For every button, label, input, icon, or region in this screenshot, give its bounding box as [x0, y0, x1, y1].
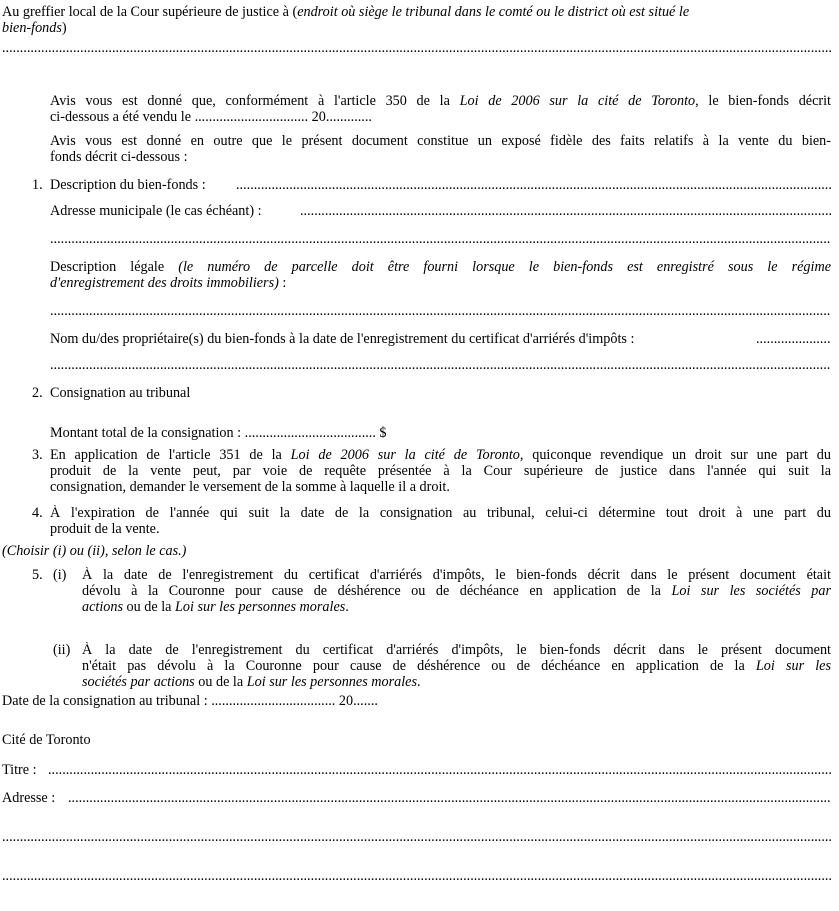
- law-name: Loi de 2006 sur la cité de Toronto: [290, 447, 520, 463]
- title-label: Titre :: [2, 762, 37, 778]
- parcel-number-hint: (le numéro de parcelle doit être fourni lorsque le bien-fonds est enregistré sous le régime: [178, 259, 831, 275]
- municipal-address-label: Adresse municipale (le cas échéant) :: [50, 203, 262, 219]
- item-number-5: 5.: [32, 567, 43, 583]
- court-deposit-title: Consignation au tribunal: [50, 385, 191, 401]
- court-location-hint-2: bien-fonds: [2, 20, 62, 36]
- title-field[interactable]: [48, 762, 831, 778]
- address-label: Adresse :: [2, 790, 56, 806]
- item-number-1: 1.: [32, 177, 43, 193]
- item-number-3: 3.: [32, 447, 43, 463]
- address-field[interactable]: [68, 790, 831, 806]
- option-ii-line-2: n'était pas dévolu à la Couronne pour cause de déshérence ou de déchéance en application de la Loi sur les: [82, 658, 831, 674]
- notice-paragraph-1: Avis vous est donné que, conformément à l'article 350 de la Loi de 2006 sur la cité de Toronto, le bien-fonds décrit: [50, 93, 831, 109]
- municipal-address-field-2[interactable]: [50, 231, 831, 247]
- option-i-line-3: actions ou de la Loi sur les personnes morales.: [82, 599, 349, 615]
- city-name: Cité de Toronto: [2, 732, 91, 748]
- choice-instruction: (Choisir (i) ou (ii), selon le cas.): [2, 543, 187, 559]
- item-number-4: 4.: [32, 505, 43, 521]
- municipal-address-field[interactable]: [300, 203, 831, 219]
- item4-line-2: produit de la vente.: [50, 521, 160, 537]
- owners-field-2[interactable]: [50, 357, 831, 373]
- option-ii-line-3: sociétés par actions ou de la Loi sur les personnes morales.: [82, 674, 421, 690]
- addressee-line-2: bien-fonds): [2, 20, 67, 36]
- item3-line-3: consignation, demander le versement de la somme à laquelle il a droit.: [50, 479, 450, 495]
- address-field-2[interactable]: [2, 829, 831, 845]
- law-name: Loi sur les sociétés par: [671, 583, 831, 599]
- sale-date-field[interactable]: ci-dessous a été vendu le ................................ 20.............: [50, 109, 372, 125]
- deposit-amount-line[interactable]: Montant total de la consignation : ..................................... $: [50, 425, 387, 441]
- legal-description-line: Description légale (le numéro de parcelle doit être fourni lorsque le bien-fonds est enregistré sous le régime: [50, 259, 831, 275]
- item4-line-1: À l'expiration de l'année qui suit la date de la consignation au tribunal, celui-ci détermine tout droit à une part du: [50, 505, 831, 521]
- court-location-hint: endroit où siège le tribunal dans le comté ou le district où est situé le: [297, 4, 690, 20]
- option-i-line-2: dévolu à la Couronne pour cause de déshérence ou de déchéance en application de la Loi sur les sociétés par: [82, 583, 831, 599]
- item-number-2: 2.: [32, 385, 43, 401]
- sale-date-line: [50, 109, 372, 125]
- addressee-text: Au greffier local de la Cour supérieure de justice à (: [2, 4, 298, 20]
- item3-line-2: produit de la vente peut, par voie de requête présentée à la Cour supérieure de justice dans l'année qui suit la: [50, 463, 831, 479]
- option-ii-line-1: À la date de l'enregistrement du certificat d'arriérés d'impôts, le bien-fonds décrit dans le présent document: [82, 642, 831, 658]
- option-ii-label[interactable]: (ii): [53, 642, 71, 658]
- court-location-field[interactable]: [2, 40, 831, 56]
- owners-label: Nom du/des propriétaire(s) du bien-fonds à la date de l'enregistrement du certificat d'arriérés d'impôts :: [50, 331, 635, 347]
- law-name: Loi sur les: [755, 658, 831, 674]
- legal-description-line-2: d'enregistrement des droits immobiliers) :: [50, 275, 287, 291]
- item3-line-1: En application de l'article 351 de la Loi de 2006 sur la cité de Toronto, quiconque revendique un droit sur une part du: [50, 447, 831, 463]
- law-name: Loi sur les personnes morales: [175, 599, 346, 615]
- option-i-line-1: À la date de l'enregistrement du certificat d'arriérés d'impôts, le bien-fonds décrit dans le présent document était: [82, 567, 831, 583]
- option-i-label[interactable]: (i): [53, 567, 67, 583]
- notice-paragraph-2: Avis vous est donné en outre que le présent document constitue un exposé fidèle des faits relatifs à la vente du bien-: [50, 133, 831, 149]
- legal-description-field[interactable]: [50, 303, 831, 319]
- law-name: Loi de 2006 sur la cité de Toronto: [459, 93, 696, 109]
- property-description-field[interactable]: [236, 177, 831, 193]
- property-description-label: Description du bien-fonds :: [50, 177, 206, 193]
- address-field-3[interactable]: [2, 868, 831, 884]
- deposit-date-line[interactable]: Date de la consignation au tribunal : ................................... 20.......: [2, 693, 378, 709]
- law-name: Loi sur les personnes morales: [246, 674, 417, 690]
- notice-paragraph-2-end: fonds décrit ci-dessous :: [50, 149, 188, 165]
- addressee-line: [2, 4, 832, 20]
- owners-field[interactable]: [756, 331, 831, 347]
